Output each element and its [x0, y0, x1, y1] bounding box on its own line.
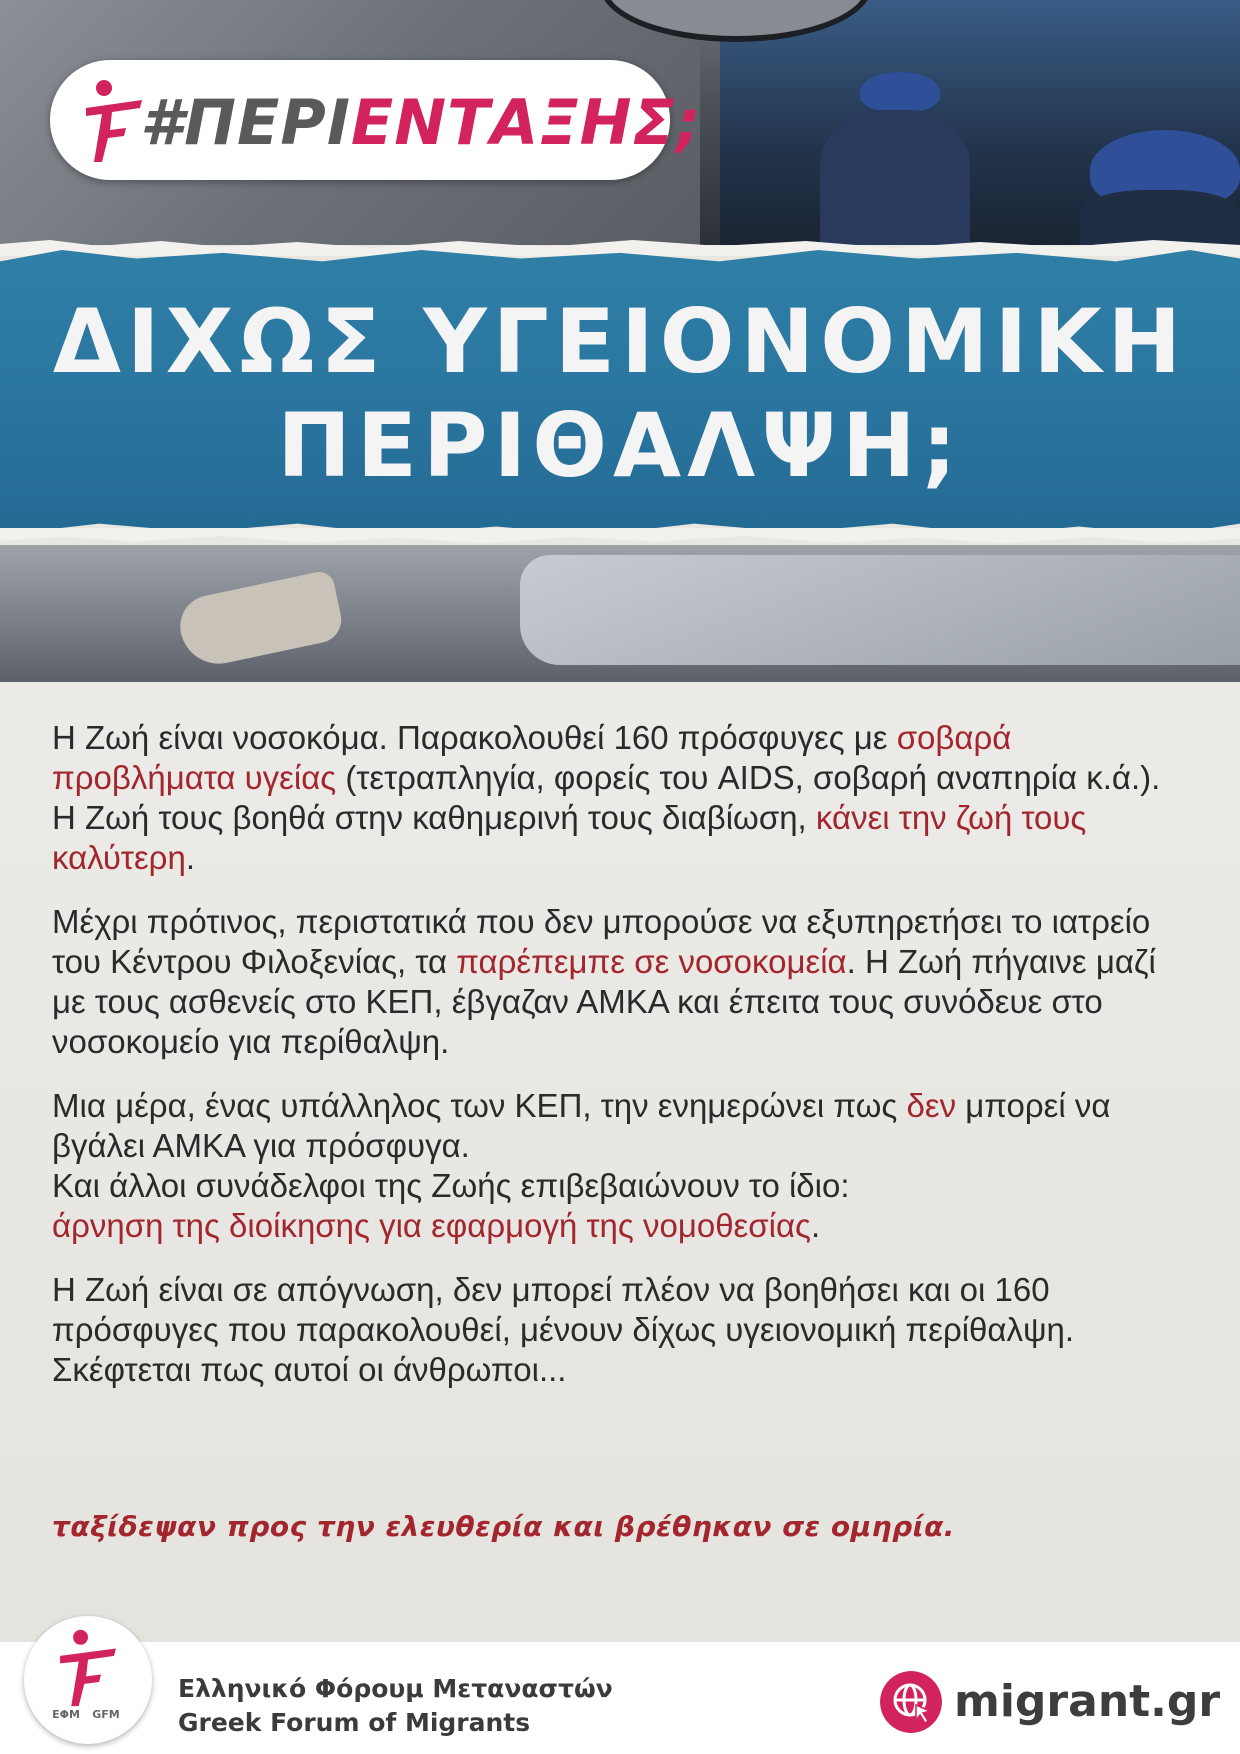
hashtag-suffix: ΕΝΤΑΞΗΣ; [350, 85, 702, 159]
text-run: Μέχρι πρότινος, περιστατικά που δεν μπορούσε να εξυπηρετήσει το ιατρείο του Κέντρου Φιλοξενίας, τα [52, 903, 1151, 980]
closing-line: ταξίδεψαν προς την ελευθερία και βρέθηκαν σε ομηρία. [52, 1510, 955, 1543]
gfm-logo-figure-icon [58, 1628, 118, 1708]
text-run: μπορεί να βγάλει ΑΜΚΑ για πρόσφυγα. [52, 1087, 1111, 1164]
organization-name [178, 1672, 613, 1740]
org-name-greek: Ελληνικό Φόρουμ Μεταναστών [178, 1674, 613, 1703]
globe-cursor-icon[interactable] [880, 1671, 942, 1733]
highlighted-phrase: άρνηση της διοίκησης για εφαρμογή της νομοθεσίας [52, 1207, 811, 1244]
highlighted-phrase: παρέπεμπε σε νοσοκομεία [456, 943, 847, 980]
campaign-hashtag [140, 82, 702, 162]
highlighted-phrase: σοβαρά προβλήματα υγείας [52, 719, 1012, 796]
headline-line-1: ΔΙΧΩΣ ΥΓΕΙΟΝΟΜΙΚΗ [52, 290, 1188, 393]
hospital-bed-photo [0, 545, 1240, 682]
highlighted-phrase: κάνει την ζωή τους καλύτερη [52, 799, 1087, 876]
hashtag-prefix: #ΠΕΡΙ [140, 85, 351, 159]
text-run: Μια μέρα, ένας υπάλληλος των ΚΕΠ, την ενημερώνει πως [52, 1087, 907, 1124]
story-paragraph [52, 1270, 1192, 1390]
text-run: . [810, 1207, 821, 1244]
torn-edge-bottom [0, 528, 1240, 546]
headline-line-2: ΠΕΡΙΘΑΛΨΗ; [277, 394, 963, 497]
story-paragraph [52, 718, 1192, 878]
gfm-logo-label-greek: ΕΦΜ [52, 1708, 80, 1721]
text-run: Και άλλοι συνάδελφοι της Ζωής επιβεβαιώνουν το ίδιο: [52, 1167, 850, 1204]
gfm-figure-icon [82, 78, 146, 164]
website-link[interactable]: migrant.gr [954, 1676, 1221, 1727]
text-run: . [185, 839, 195, 876]
story-text [52, 718, 1192, 1414]
text-run: Η Ζωή είναι νοσοκόμα. Παρακολουθεί 160 πρόσφυγες με [52, 719, 897, 756]
text-run: Σκέφτεται πως αυτοί οι άνθρωποι... [52, 1351, 567, 1388]
story-paragraph [52, 902, 1192, 1062]
headline [0, 290, 1240, 498]
gfm-logo-label-english: GFM [92, 1708, 120, 1721]
org-name-english: Greek Forum of Migrants [178, 1708, 531, 1737]
story-paragraph [52, 1086, 1192, 1246]
text-run: (τετραπληγία, φορείς του AIDS, σοβαρή αναπηρία κ.ά.). Η Ζωή τους βοηθά στην καθημερινή τους διαβίωση, [52, 759, 1161, 836]
highlighted-phrase: δεν [906, 1087, 957, 1124]
text-run: . Η Ζωή πήγαινε μαζί με τους ασθενείς στο ΚΕΠ, έβγαζαν ΑΜΚΑ και έπειτα τους συνόδευε στο νοσοκομείο για περίθαλψη. [52, 943, 1156, 1060]
text-run: Η Ζωή είναι σε απόγνωση, δεν μπορεί πλέον να βοηθήσει και οι 160 πρόσφυγες που παρακολουθεί, μένουν δίχως υγειονομική περίθαλψη. [52, 1271, 1075, 1348]
